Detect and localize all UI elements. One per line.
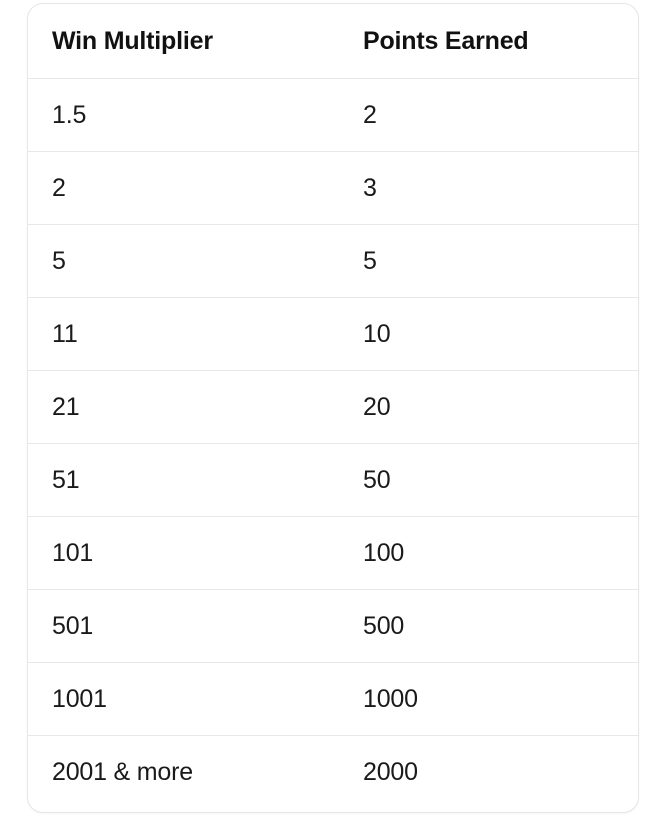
- column-header-win-multiplier: Win Multiplier: [28, 4, 333, 79]
- table-row: [28, 590, 638, 663]
- table-row: [28, 663, 638, 736]
- cell-win-multiplier: 2: [28, 152, 333, 225]
- cell-win-multiplier: 1.5: [28, 79, 333, 152]
- table-row: [28, 225, 638, 298]
- table-header-row: [28, 4, 638, 79]
- cell-points-earned: 500: [333, 590, 638, 663]
- table-header: [28, 4, 638, 79]
- table-body: [28, 79, 638, 809]
- cell-win-multiplier: 51: [28, 444, 333, 517]
- cell-points-earned: 20: [333, 371, 638, 444]
- table-row: [28, 736, 638, 809]
- cell-win-multiplier: 501: [28, 590, 333, 663]
- cell-win-multiplier: 5: [28, 225, 333, 298]
- cell-points-earned: 1000: [333, 663, 638, 736]
- table-row: [28, 517, 638, 590]
- cell-points-earned: 2: [333, 79, 638, 152]
- cell-points-earned: 10: [333, 298, 638, 371]
- cell-win-multiplier: 2001 & more: [52, 758, 193, 786]
- cell-points-earned: 50: [333, 444, 638, 517]
- table-row: [28, 298, 638, 371]
- cell-win-multiplier: 1001: [28, 663, 333, 736]
- cell-points-earned: 2000: [363, 758, 418, 786]
- cell-points-earned: 3: [333, 152, 638, 225]
- column-header-points-earned: Points Earned: [333, 4, 638, 79]
- table-row: [28, 444, 638, 517]
- cell-win-multiplier: 21: [28, 371, 333, 444]
- cell-win-multiplier: 101: [28, 517, 333, 590]
- cell-points-earned: 5: [333, 225, 638, 298]
- cell-points-earned: 100: [333, 517, 638, 590]
- table-row: [28, 79, 638, 152]
- cell-win-multiplier: 11: [28, 298, 333, 371]
- table-row: [28, 152, 638, 225]
- win-multiplier-points-table: [28, 4, 638, 808]
- table-row: [28, 371, 638, 444]
- rate-table-card: [27, 3, 639, 813]
